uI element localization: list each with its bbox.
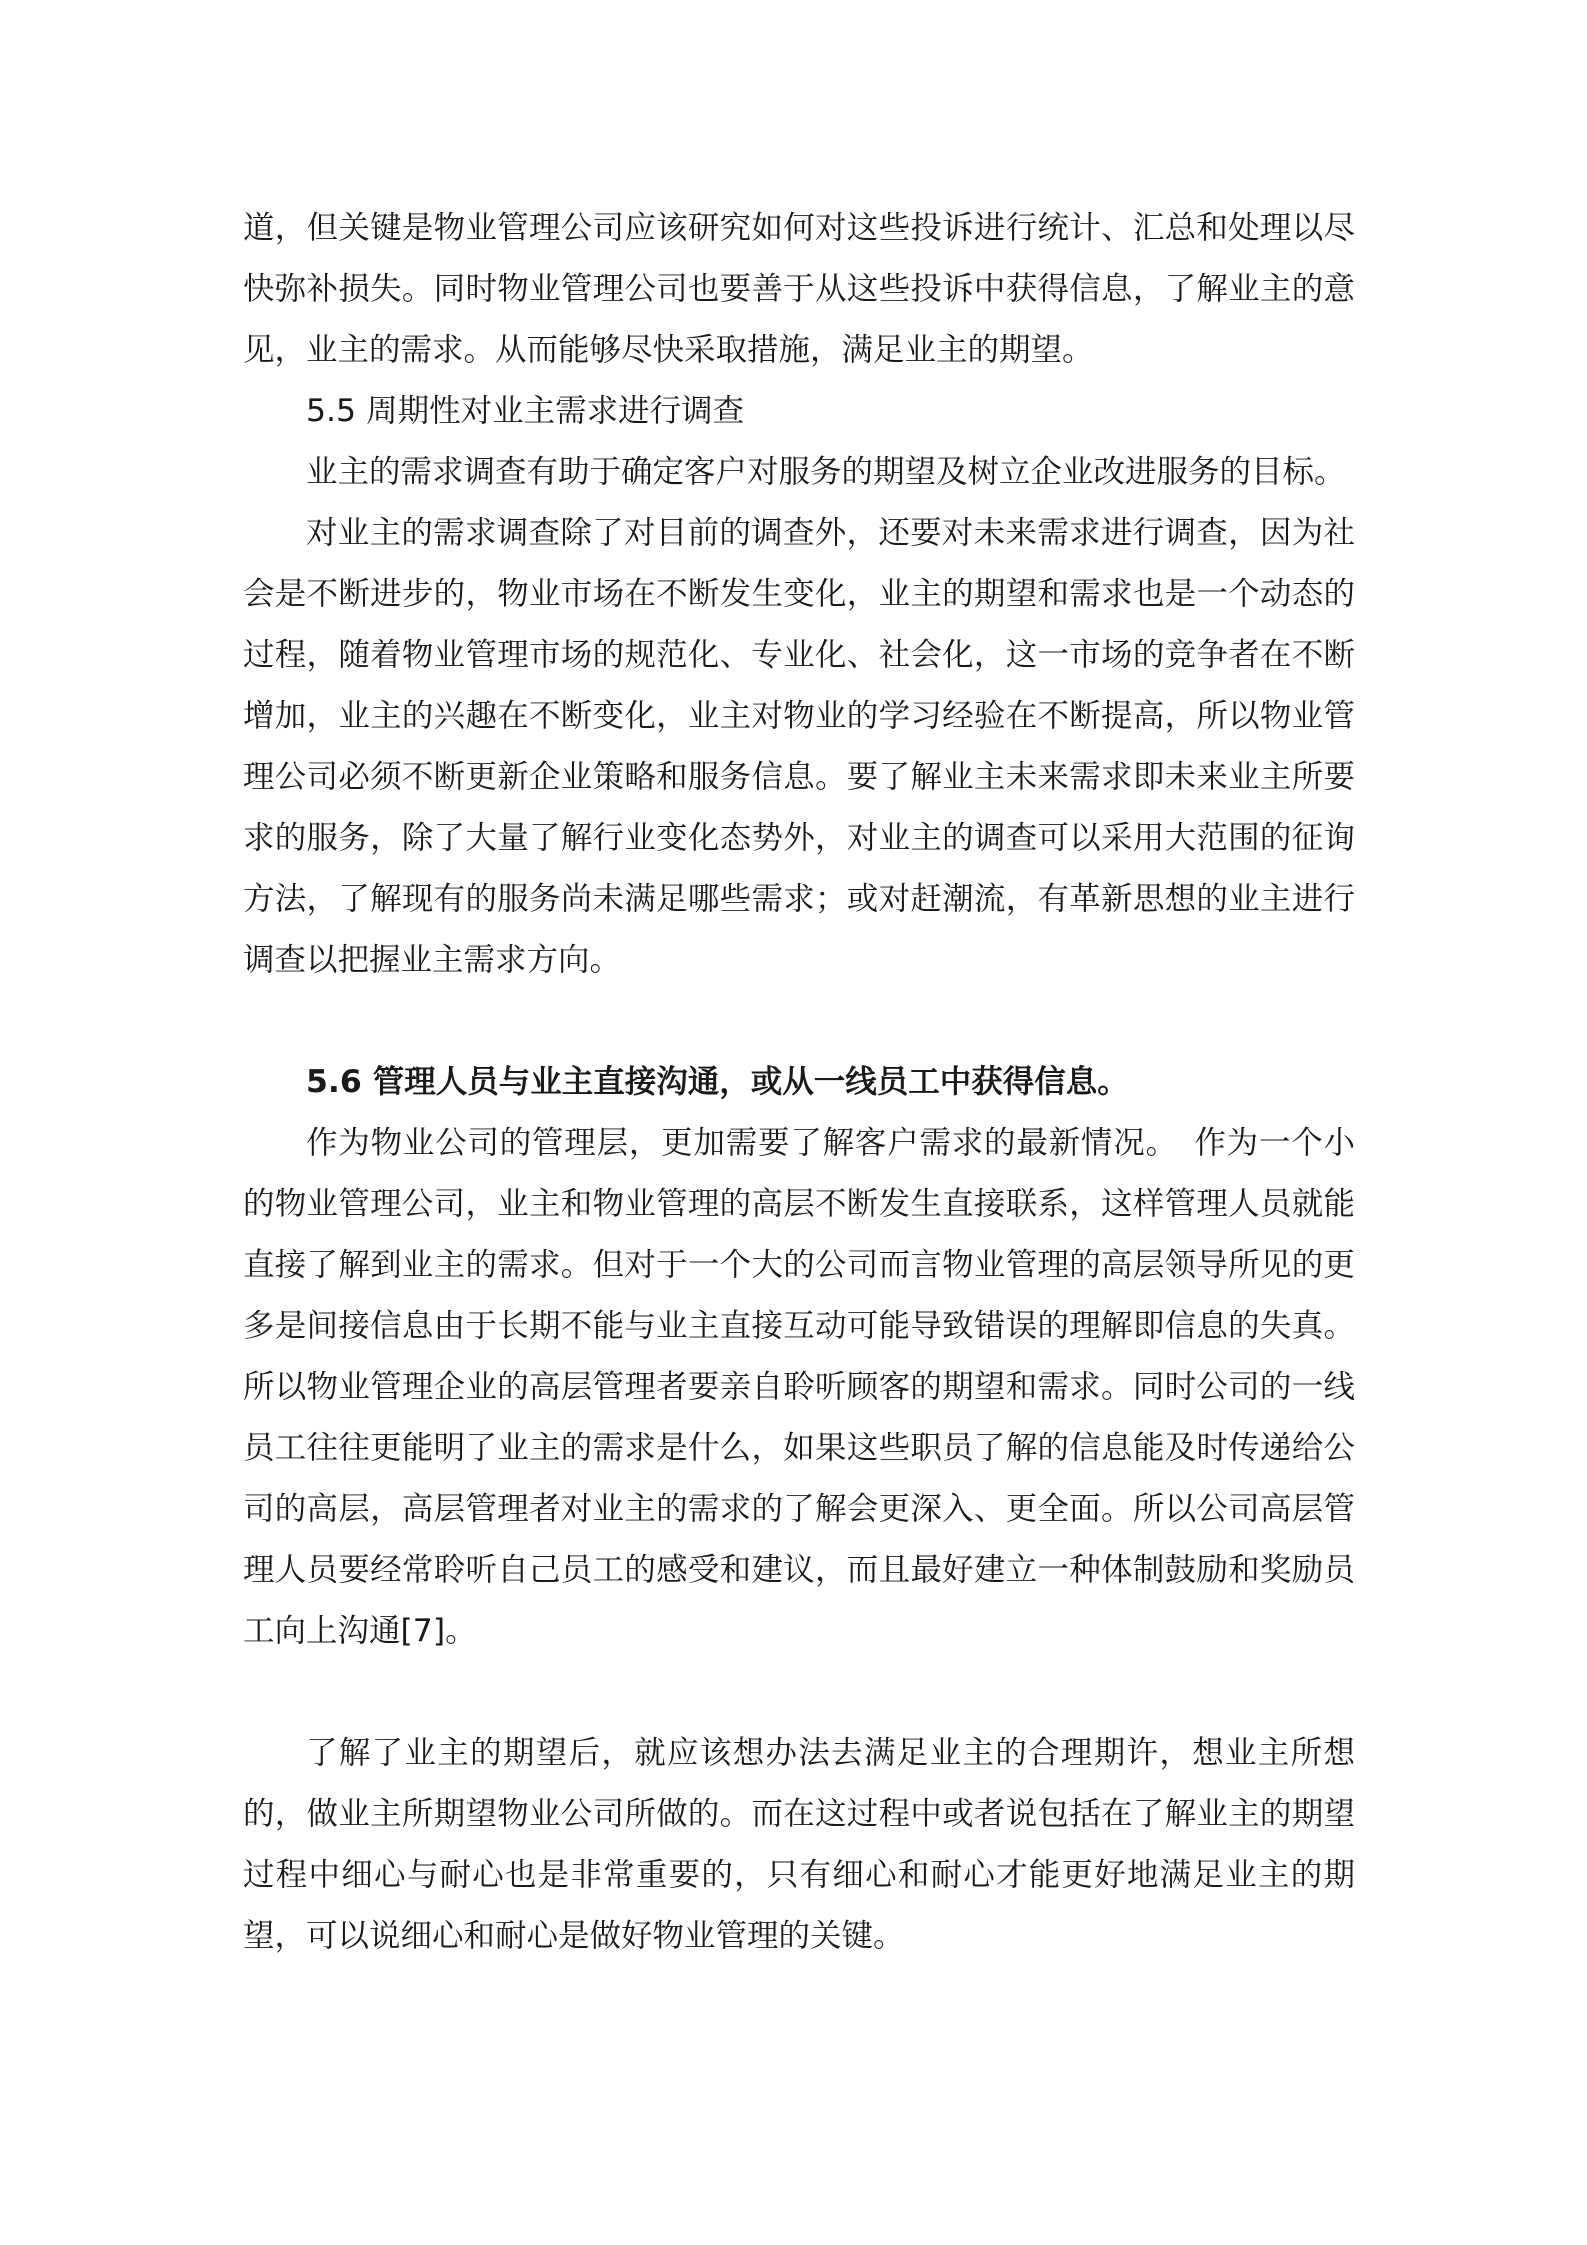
- paragraph-needs-survey-intro: 业主的需求调查有助于确定客户对服务的期望及树立企业改进服务的目标。: [306, 454, 1346, 490]
- paragraph-continuation: 道，但关键是物业管理公司应该研究如何对这些投诉进行统计、汇总和处理以尽快弥补损失。同时物业管理公司也要善于从这些投诉中获得信息，了解业主的意见，业主的需求。从而能够尽快采取措施，满足业主的期望。: [243, 210, 1355, 368]
- paragraph-management-communication: 作为物业公司的管理层，更加需要了解客户需求的最新情况。 作为一个小的物业管理公司，业主和物业管理的高层不断发生直接联系，这样管理人员就能直接了解到业主的需求。但对于一个大的公司而言物业管理的高层领导所见的更多是间接信息由于长期不能与业主直接互动可能导致错误的理解即信息的失真。所以物业管理企业的高层管理者要亲自聆听顾客的期望和需求。同时公司的一线员工往往更能明了业主的需求是什么，如果这些职员了解的信息能及时传递给公司的高层，高层管理者对业主的需求的了解会更深入、更全面。所以公司高层管理人员要经常聆听自己员工的感受和建议，而且最好建立一种体制鼓励和奖励员工向上沟通[7]。: [243, 1125, 1355, 1649]
- paragraph-future-needs: 对业主的需求调查除了对目前的调查外，还要对未来需求进行调查，因为社会是不断进步的，物业市场在不断发生变化，业主的期望和需求也是一个动态的过程，随着物业管理市场的规范化、专业化、社会化，这一市场的竞争者在不断增加，业主的兴趣在不断变化，业主对物业的学习经验在不断提高，所以物业管理公司必须不断更新企业策略和服务信息。要了解业主未来需求即未来业主所要求的服务，除了大量了解行业变化态势外，对业主的调查可以采用大范围的征询方法，了解现有的服务尚未满足哪些需求；或对赶潮流，有革新思想的业主进行调查以把握业主需求方向。: [243, 515, 1355, 978]
- section-heading-5-6: 5.6 管理人员与业主直接沟通，或从一线员工中获得信息。: [306, 1064, 1129, 1100]
- section-heading-5-5: 5.5 周期性对业主需求进行调查: [306, 393, 745, 429]
- paragraph-conclusion: 了解了业主的期望后，就应该想办法去满足业主的合理期许，想业主所想的，做业主所期望物业公司所做的。而在这过程中或者说包括在了解业主的期望过程中细心与耐心也是非常重要的，只有细心和耐心才能更好地满足业主的期望，可以说细心和耐心是做好物业管理的关键。: [243, 1735, 1355, 1954]
